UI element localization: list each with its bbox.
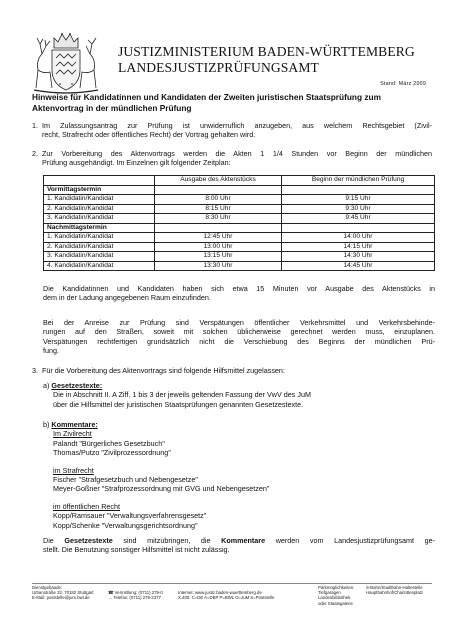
item-label: a) — [43, 381, 50, 390]
section-number: 2. — [32, 149, 38, 158]
afternoon-label: Nachmittagstermin — [44, 223, 155, 233]
table-cell — [282, 223, 435, 233]
candidate-cell: 3. Kandidatin/Kandidat — [44, 214, 155, 224]
closing-text: sind mitzubringen, die — [112, 536, 222, 545]
title-line: Aktenvortrag in der mündlichen Prüfung — [32, 102, 192, 113]
candidate-cell: 4. Kandidatin/Kandidat — [44, 261, 155, 271]
footer-phone — [108, 590, 163, 600]
start-time: 14:30 Uhr — [282, 252, 435, 262]
table-cell — [155, 223, 282, 233]
subsection-b — [43, 420, 435, 530]
issue-time: 13:00 Uhr — [155, 242, 282, 252]
issue-time: 13:30 Uhr — [155, 261, 282, 271]
footer-line: Parkmöglichkeiten: — [318, 585, 355, 590]
coat-of-arms-icon — [30, 30, 102, 96]
paragraph-line: dem in der Ladung angegebenen Raum einzufinden. — [43, 293, 211, 303]
closing-bold-text: Gesetzestexte — [64, 536, 113, 545]
criminal-law-label: im Strafrecht — [53, 465, 94, 475]
start-time: 14:15 Uhr — [282, 242, 435, 252]
commentary-item: Kopp/Schenke "Verwaltungsgerichtsordnung" — [53, 520, 198, 530]
section-2-line: Zur Vorbereitung des Aktenvortrags werden die Akten 1 1/4 Stunden vor Beginn der mündlichen — [42, 149, 432, 158]
issue-time: 8:30 Uhr — [155, 214, 282, 224]
table-row — [44, 242, 435, 252]
section-3 — [32, 366, 432, 375]
footer-internet — [178, 590, 274, 600]
candidate-cell: 1. Kandidatin/Kandidat — [44, 233, 155, 243]
table-row — [44, 223, 435, 233]
candidate-cell: 2. Kandidatin/Kandidat — [44, 204, 155, 214]
table-header-row — [44, 176, 435, 186]
item-title: Kommentare: — [51, 420, 98, 429]
morning-label: Vormittagstermin — [44, 185, 155, 195]
section-3-intro: Für die Vorbereitung des Aktenvortrags sind folgende Hilfsmittel zugelassen: — [42, 366, 285, 375]
issue-time: 13:15 Uhr — [155, 252, 282, 262]
closing-text: Die — [43, 536, 65, 545]
item-label: b) — [43, 420, 50, 429]
issue-time: 8:00 Uhr — [155, 195, 282, 205]
footer-line: Hauptbahnhof/Charlottenplatz — [366, 590, 424, 596]
item-line: über die Hilfsmittel der juristischen Staatsprüfungen genannten Gesetzestexte. — [53, 399, 304, 409]
footer-parking — [318, 585, 354, 606]
table-row — [44, 233, 435, 243]
footer-line: Landesbibliothek — [318, 595, 351, 601]
table-row — [44, 252, 435, 262]
paragraph-line: Verspätungen rechtfertigen grundsätzlich nicht die Verschiebung des Beginns der mündlichen Prü- — [43, 336, 435, 346]
footer-transit — [366, 585, 423, 595]
paragraph-line: rungen auf den Straßen, soweit mit solchen üblicherweise gerechnet werden muss, einzuplanen. — [43, 327, 435, 337]
commentary-item: Fischer "Strafgesetzbuch und Nebengesetze" — [53, 475, 198, 485]
civil-law-label: Im Zivilrecht — [53, 429, 92, 439]
table-cell — [155, 185, 282, 195]
table-row — [44, 204, 435, 214]
start-time: 9:15 Uhr — [282, 195, 435, 205]
footer-line: Dienstgebäude: — [32, 585, 63, 590]
footer-line: E-Mail: poststelle@jum.bwl.de — [32, 595, 90, 601]
paragraph-line: fung. — [43, 346, 59, 356]
section-number: 3. — [32, 366, 38, 375]
start-time: 14:45 Uhr — [282, 261, 435, 271]
issue-time: 8:15 Uhr — [155, 204, 282, 214]
start-time: 9:30 Uhr — [282, 204, 435, 214]
item-title: Gesetzestexte: — [51, 381, 103, 390]
section-1-line: Im Zulassungsantrag zur Prüfung ist unwiderruflich anzugeben, aus welchem Rechtsgebiet (Zivil- — [42, 121, 432, 130]
subsection-a — [43, 381, 435, 409]
paragraph-line — [43, 536, 435, 545]
arrival-paragraph — [43, 284, 435, 303]
closing-text: werden vom Landesjustizprüfungsamt ge- — [265, 536, 435, 545]
section-number: 1. — [32, 121, 38, 130]
table-cell — [282, 185, 435, 195]
public-law-label: im öffentlichen Recht — [53, 501, 120, 511]
closing-bold-text: Kommentare — [221, 536, 266, 545]
table-row — [44, 185, 435, 195]
footer-line: X.400: C=DE A=DBP P=BWL O=JuM S=Poststelle — [178, 595, 275, 601]
item-line: Die in Abschnitt II. A Ziff. 1 bis 3 der jeweils geltenden Fassung der VwV des JuM — [53, 390, 311, 400]
footer-line: Internet: www.justiz.baden-wuerttemberg.de — [178, 590, 262, 596]
footer-line: ☎ Vermittlung: (0711) 279-0 — [108, 590, 163, 596]
commentary-item: Thomas/Putzo "Zivilprozessordnung" — [53, 448, 171, 458]
footer-line: → Telefax: (0711) 279-2377 — [108, 595, 161, 601]
footer-divider — [32, 583, 432, 584]
table-row — [44, 214, 435, 224]
candidate-cell: 1. Kandidatin/Kandidat — [44, 195, 155, 205]
commentary-item: Palandt "Bürgerliches Gesetzbuch" — [53, 438, 165, 448]
candidate-cell: 2. Kandidatin/Kandidat — [44, 242, 155, 252]
table-row — [44, 261, 435, 271]
section-2-line: Prüfung ausgehändigt. Im Einzelnen gilt folgender Zeitplan: — [42, 158, 231, 168]
candidate-cell: 3. Kandidatin/Kandidat — [44, 252, 155, 262]
office-name: LANDESJUSTIZPRÜFUNGSAMT — [118, 60, 319, 75]
footer-line: S-Bahn/Stadtbahn-Haltestelle — [366, 585, 423, 590]
footer-line: Tiefgaragen — [318, 590, 341, 596]
section-1-line: recht, Strafrecht oder öffentliches Recht) der Vortrag gehalten wird. — [42, 130, 256, 140]
closing-paragraph — [43, 536, 435, 555]
section-2 — [32, 149, 432, 168]
commentary-item: Meyer-Goßner "Strafprozessordnung mit GVG und Nebengesetzen" — [53, 484, 270, 494]
delay-paragraph — [43, 318, 435, 356]
date-stamp: Stand: März 2009 — [380, 81, 426, 87]
title-line: Hinweise für Kandidatinnen und Kandidaten der Zweiten juristischen Staatsprüfung zum — [32, 92, 381, 102]
schedule-table — [43, 175, 435, 271]
ministry-name: JUSTIZMINISTERIUM BADEN-WÜRTTEMBERG — [118, 44, 415, 59]
table-row — [44, 195, 435, 205]
table-header: Beginn der mündlichen Prüfung — [282, 176, 435, 186]
section-1 — [32, 121, 432, 140]
paragraph-line: stellt. Die Benutzung sonstiger Hilfsmittel ist nicht zulässig. — [43, 545, 230, 555]
paragraph-line: Bei der Anreise zur Prüfung sind Verspätungen öffentlicher Verkehrsmittel und Verkehrsbehinde- — [43, 318, 435, 327]
table-cell — [44, 176, 155, 186]
footer-line: Urbanstraße 32, 70182 Stuttgart — [32, 590, 94, 596]
issue-time: 12:45 Uhr — [155, 233, 282, 243]
footer-address — [32, 585, 94, 601]
start-time: 9:45 Uhr — [282, 214, 435, 224]
paragraph-line: Die Kandidatinnen und Kandidaten haben sich etwa 15 Minuten vor Ausgabe des Aktenstücks in — [43, 284, 435, 293]
footer-line: oder Staatsgalerie — [318, 600, 353, 606]
commentary-item: Kopp/Ramsauer "Verwaltungsverfahrensgesetz" — [53, 511, 207, 521]
ministry-heading — [118, 44, 438, 76]
document-title — [32, 92, 432, 113]
start-time: 14:00 Uhr — [282, 233, 435, 243]
table-header: Ausgabe des Aktenstücks — [155, 176, 282, 186]
